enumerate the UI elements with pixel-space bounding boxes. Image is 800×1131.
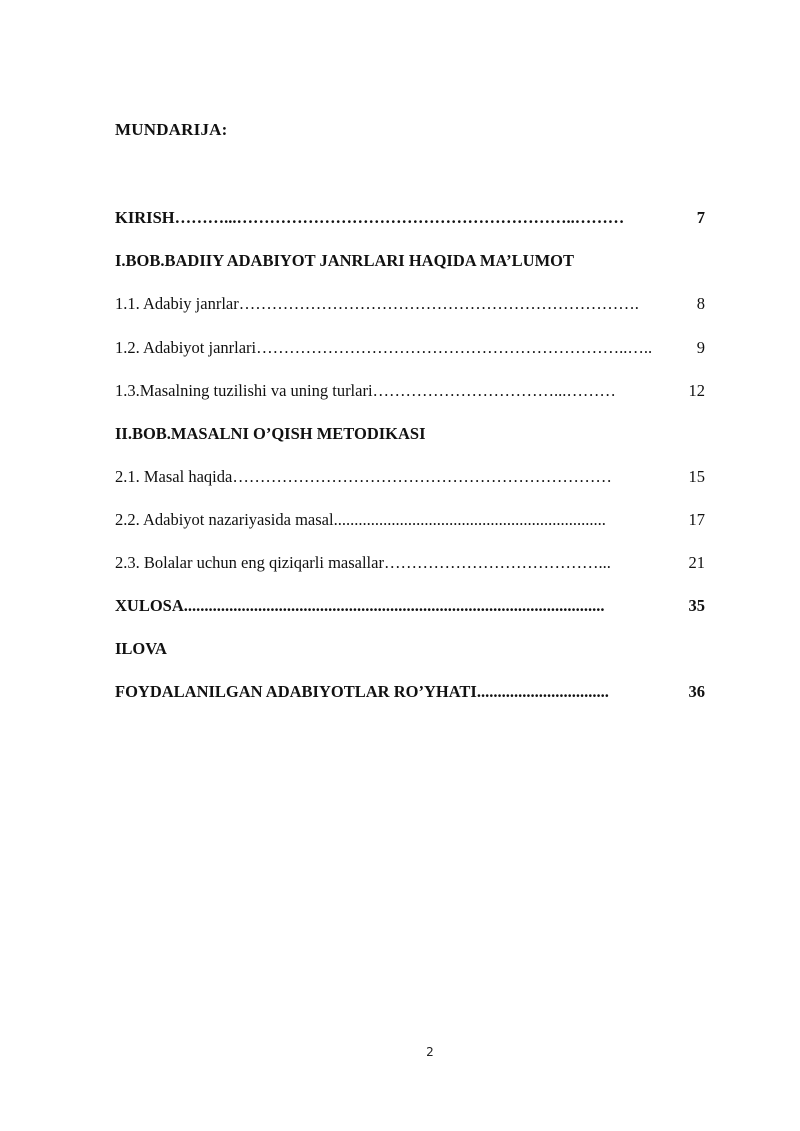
toc-entry-page: 36 [688, 682, 705, 701]
toc-chapter-2 [115, 423, 705, 445]
toc-entry-references [115, 681, 705, 703]
toc-entry-page: 12 [688, 381, 705, 400]
toc-entry-title: 2.2. Adabiyot nazariyasida masal [115, 510, 334, 529]
toc-entry-2-3 [115, 552, 705, 574]
toc-entry-page: 21 [688, 553, 705, 572]
toc-entry-leader: …………………………………………………………..….. [256, 338, 653, 357]
toc-entry-page: 15 [688, 467, 705, 486]
toc-entry-leader: ................................ [476, 682, 609, 701]
page-number: 2 [426, 1045, 434, 1059]
toc-entry-title: KIRISH [115, 208, 175, 227]
toc-entry-ilova [115, 638, 705, 660]
toc-entry-2-1 [115, 466, 705, 488]
toc-entry-leader: ……………………………...……… [372, 381, 616, 400]
toc-entry-leader: …………………………………………………………… [232, 467, 612, 486]
toc-entry-title: 1.2. Adabiyot janrlari [115, 338, 257, 357]
toc-entry-1-1 [115, 293, 705, 315]
toc-entry-page: 9 [696, 338, 705, 357]
toc-entry-page: 7 [696, 208, 705, 227]
toc-entry-title: 1.3.Masalning tuzilishi va uning turlari [115, 381, 373, 400]
toc-entry-title: 1.1. Adabiy janrlar [115, 294, 239, 313]
toc-entry-xulosa [115, 595, 705, 617]
toc-entry-2-2 [115, 509, 705, 531]
toc-entry-page: 35 [688, 596, 705, 615]
toc-entry-leader: ...................................................................................................... [183, 596, 605, 615]
toc-entry-page: 8 [696, 294, 705, 313]
toc-entry-page: 17 [688, 510, 705, 529]
toc-entry-leader: ………………………………………………………………. [238, 294, 639, 313]
toc-entry-1-2 [115, 337, 705, 359]
toc-entry-title: FOYDALANILGAN ADABIYOTLAR RO’YHATI [115, 682, 477, 701]
toc-entry-title: ILOVA [115, 639, 167, 658]
toc-chapter-1 [115, 250, 705, 272]
toc-entry-1-3 [115, 380, 705, 402]
toc-entry-leader: ………...……………………………………………………..……… [174, 208, 625, 227]
toc-entry-leader: .................................................................. [333, 510, 606, 529]
toc-entry-kirish [115, 207, 705, 229]
toc-entry-title: 2.1. Masal haqida [115, 467, 233, 486]
toc-entry-leader: …………………………………... [383, 553, 611, 572]
toc-entry-title: XULOSA [115, 596, 184, 615]
toc-entry-title: 2.3. Bolalar uchun eng qiziqarli masallar [115, 553, 384, 572]
toc-chapter-title: I.BOB.BADIIY ADABIYOT JANRLARI HAQIDA MA’LUMOT [115, 251, 574, 270]
toc-chapter-title: II.BOB.MASALNI O’QISH METODIKASI [115, 424, 426, 443]
toc-heading: MUNDARIJA: [115, 120, 228, 139]
